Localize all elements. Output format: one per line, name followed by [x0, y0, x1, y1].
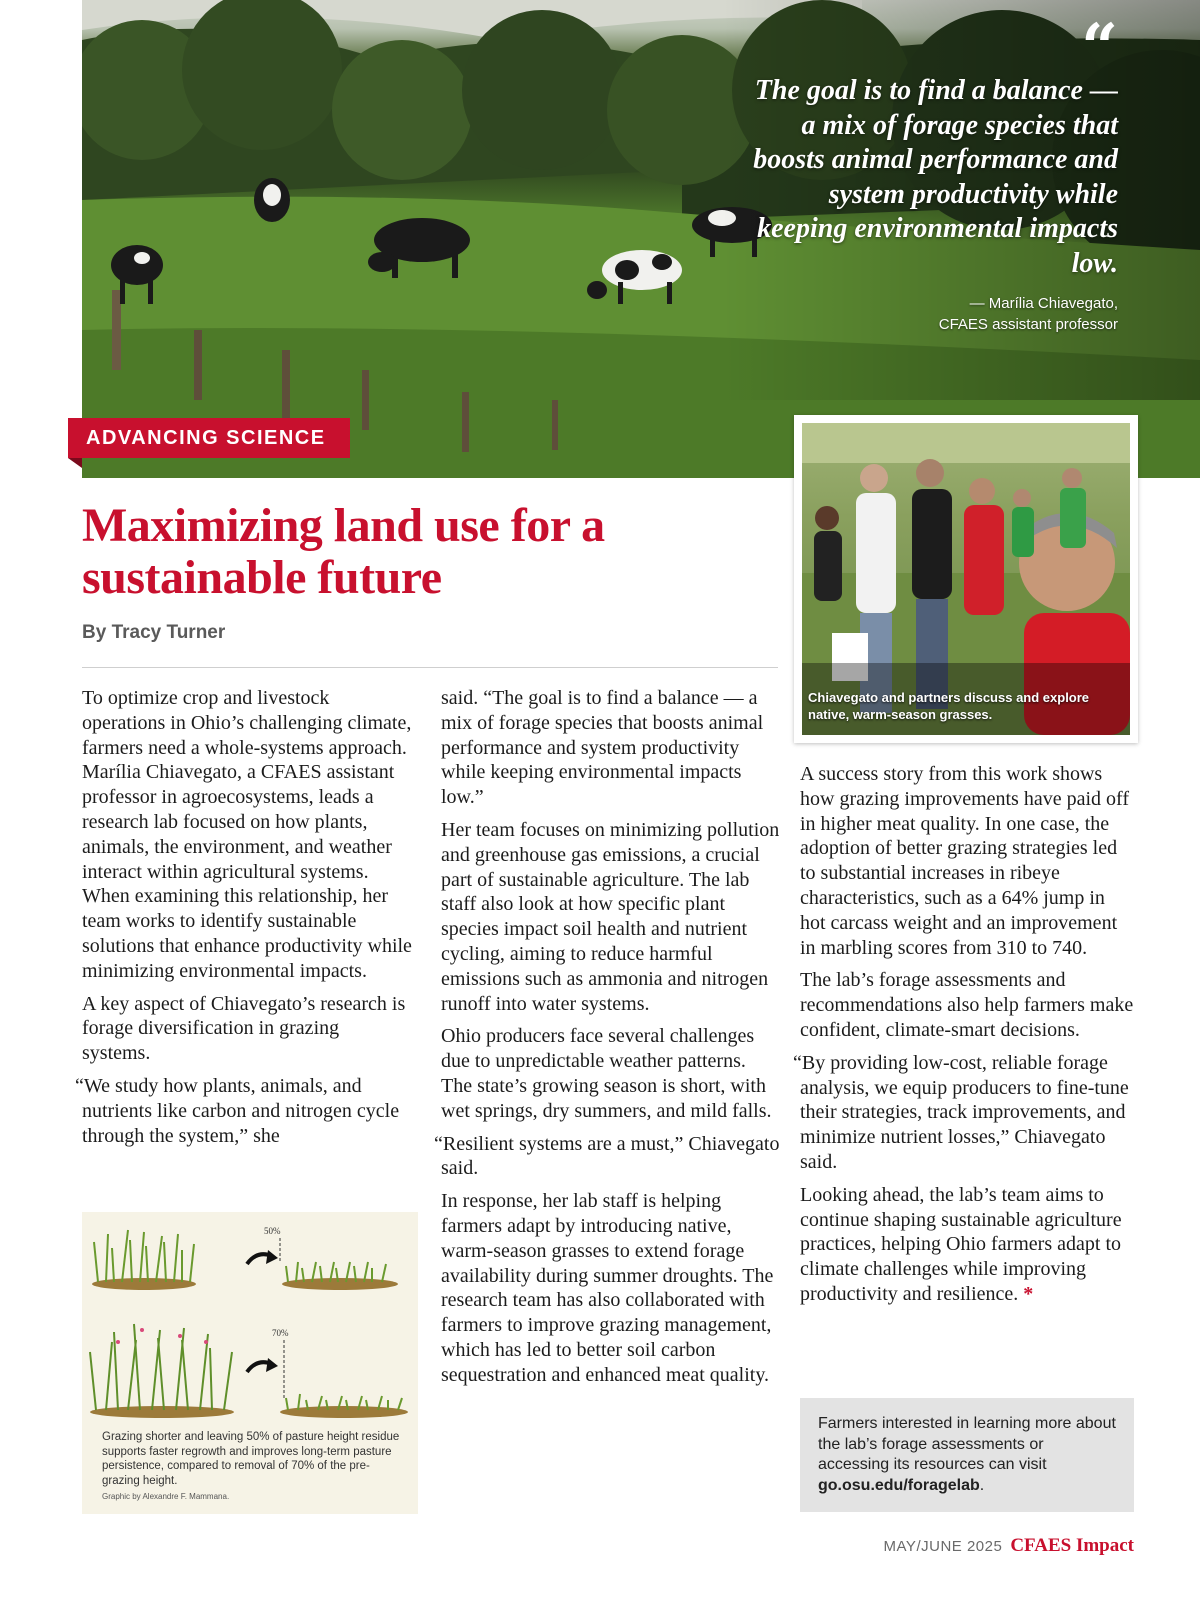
hero-image [82, 0, 1200, 478]
photo-caption: Chiavegato and partners discuss and explore native, warm-season grasses. [808, 690, 1090, 722]
pull-quote-attribution [738, 293, 1118, 335]
info-box-text: Farmers interested in learning more about the lab’s forage assessments or accessing its resources can visit [818, 1415, 1116, 1473]
paragraph [800, 1183, 1134, 1307]
article-column-2 [434, 686, 781, 1396]
paragraph: The lab’s forage assessments and recommendations also help farmers make confident, climate-smart decisions. [800, 969, 1134, 1041]
attribution-name: — Marília Chiavegato, [969, 295, 1118, 312]
forage-lab-link[interactable]: go.osu.edu/foragelab [818, 1476, 980, 1494]
paragraph: “Resilient systems are a must,” Chiavegato said. [434, 1132, 780, 1180]
paragraph: A success story from this work shows how grazing improvements have paid off in higher meat quality. In one case, the adoption of better grazing strategies led to substantial increases in ribeye characteristics, such as a 64% jump in hot carcass weight and an improvement in marbling scores from 310 to 740. [800, 763, 1129, 959]
article-column-1 [75, 686, 412, 1156]
paragraph: In response, her lab staff is helping farmers adapt by introducing native, warm-season grasses to extend forage availability during summer droughts. The research team has also collaborated with farmers to improve grazing management, which has led to better soil carbon sequestration and enhanced meat quality. [441, 1190, 774, 1386]
paragraph: Ohio producers face several challenges due to unpredictable weather patterns. The state’s growing season is short, with wet springs, dry summers, and mild falls. [441, 1025, 772, 1122]
pull-quote-text: The goal is to find a balance — a mix of forage species that boosts animal performance and system productivity while keeping environmental impacts low. [753, 75, 1118, 279]
graphic-label-50: 50% [264, 1226, 281, 1236]
paragraph: “We study how plants, animals, and nutrients like carbon and nitrogen cycle through the system,” she [75, 1074, 400, 1147]
attribution-title: CFAES assistant professor [938, 316, 1118, 333]
graphic-label-70: 70% [272, 1328, 289, 1338]
paragraph-text: Looking ahead, the lab’s team aims to continue shaping sustainable agriculture practices, helping Ohio farmers adapt to climate challenges while improving productivity and resilience. [800, 1183, 1122, 1305]
page-footer [884, 1535, 1134, 1557]
paragraph: said. “The goal is to find a balance — a mix of forage species that boosts animal performance and system productivity while keeping environmental impacts low.” [441, 687, 764, 809]
section-tag: ADVANCING SCIENCE [68, 418, 350, 458]
paragraph: Her team focuses on minimizing pollution and greenhouse gas emissions, a crucial part of sustainable agriculture. The lab staff also look at how specific plant species impact soil health and nutrient cycling, aiming to reduce harmful emissions such as ammonia and nitrogen runoff into water systems. [441, 818, 780, 1015]
paragraph: “By providing low-cost, reliable forage analysis, we equip producers to fine-tune their strategies, track improvements, and minimize nutrient losses,” Chiavegato said. [793, 1051, 1129, 1173]
publication-name: CFAES Impact [1010, 1535, 1134, 1556]
article-column-3 [793, 762, 1134, 1315]
end-mark-icon: * [1023, 1282, 1034, 1305]
graphic-credit: Graphic by Alexandre F. Mammana. [102, 1492, 230, 1501]
team-photo-frame [794, 415, 1138, 743]
paragraph: A key aspect of Chiavegato’s research is forage diversification in grazing systems. [82, 992, 406, 1065]
article-headline: Maximizing land use for a sustainable future [82, 499, 605, 604]
graphic-caption: Grazing shorter and leaving 50% of pasture height residue supports faster regrowth and improves long-term pasture persistence, compared to removal of 70% of the pre-grazing height. [102, 1431, 400, 1487]
byline: By Tracy Turner [82, 622, 226, 643]
grazing-height-graphic [82, 1212, 418, 1514]
info-box-suffix: . [979, 1476, 985, 1494]
team-photo [802, 423, 1130, 735]
section-tag-fold [68, 458, 82, 468]
issue-date: MAY/JUNE 2025 [883, 1538, 1003, 1555]
grass-regrowth-illustration [82, 1212, 418, 1432]
pull-quote [738, 10, 1118, 335]
divider [82, 667, 778, 668]
quote-mark-icon: “ [1081, 10, 1118, 85]
info-box [800, 1398, 1134, 1512]
paragraph: To optimize crop and livestock operations in Ohio’s challenging climate, farmers need a whole-systems approach. Marília Chiavegato, a CFAES assistant professor in agroecosystems, leads a research lab focused on how plants, animals, the environment, and weather interact within agricultural systems. When examining this relationship, her team works to identify sustainable solutions that enhance productivity while minimizing environmental impacts. [82, 687, 412, 982]
